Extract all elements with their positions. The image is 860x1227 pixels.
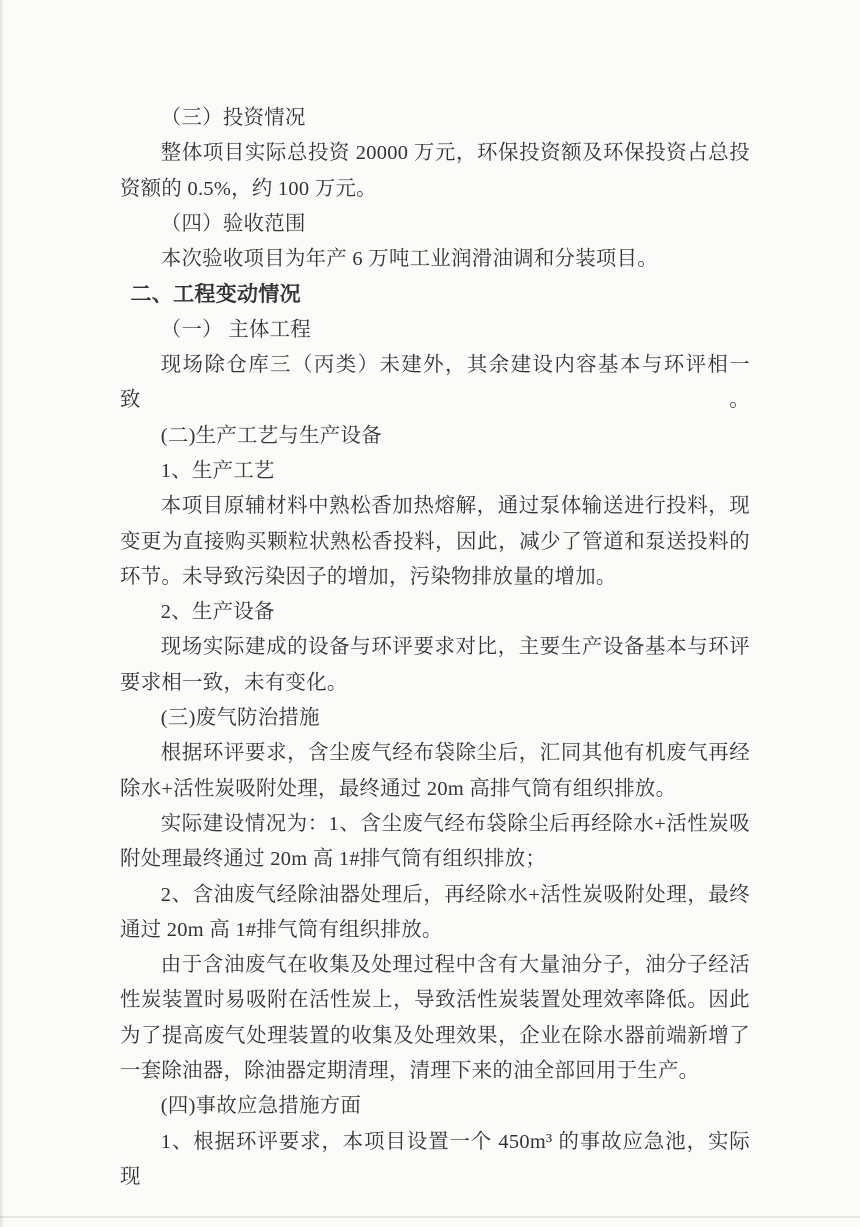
- scan-edge-left: [0, 0, 4, 1227]
- body-line: 性炭装置时易吸附在活性炭上，导致活性炭装置处理效率降低。因此: [120, 989, 750, 1012]
- body-line: 除水+活性炭吸附处理，最终通过 20m 高排气筒有组织排放。: [120, 777, 677, 800]
- subsection-heading: （三）投资情况: [160, 107, 306, 129]
- body-line: 1、根据环评要求，本项目设置一个 450m³ 的事故应急池，实际现: [120, 1130, 750, 1188]
- body-line: 本项目原辅材料中熟松香加热熔解，通过泵体输送进行投料，现: [160, 495, 750, 518]
- numbered-heading: 2、生产设备: [160, 601, 275, 624]
- body-line: 由于含油废气在收集及处理过程中含有大量油分子，油分子经活: [160, 954, 750, 977]
- scan-edge-bottom: [0, 1216, 860, 1218]
- section-heading: 二、工程变动情况: [130, 283, 301, 307]
- body-line: 整体项目实际总投资 20000 万元，环保投资额及环保投资占总投: [160, 142, 750, 165]
- body-line: 实际建设情况为：1、含尘废气经布袋除尘后再经除水+活性炭吸: [160, 812, 750, 835]
- body-line: 资额的 0.5%，约 100 万元。: [120, 177, 377, 200]
- page-text-block: [120, 101, 750, 1195]
- body-line: 本次验收项目为年产 6 万吨工业润滑油调和分装项目。: [160, 248, 658, 271]
- subsection-heading: (二)生产工艺与生产设备: [160, 424, 382, 447]
- subsection-heading: (四)事故应急措施方面: [160, 1095, 362, 1118]
- body-line: 通过 20m 高 1#排气筒有组织排放。: [120, 918, 443, 941]
- body-line: 现场除仓库三（丙类）未建外，其余建设内容基本与环评相一致。: [120, 354, 750, 412]
- body-line: 为了提高废气处理装置的收集及处理效果，企业在除水器前端新增了: [120, 1024, 750, 1047]
- body-line: 2、含油废气经除油器处理后，再经除水+活性炭吸附处理，最终: [160, 883, 750, 906]
- body-line: 现场实际建成的设备与环评要求对比，主要生产设备基本与环评: [160, 636, 750, 659]
- body-line: 一套除油器，除油器定期清理，清理下来的油全部回用于生产。: [120, 1060, 700, 1083]
- subsection-heading: (三)废气防治措施: [160, 707, 320, 730]
- body-line: 环节。未导致污染因子的增加，污染物排放量的增加。: [120, 565, 617, 588]
- body-line: 附处理最终通过 20m 高 1#排气筒有组织排放；: [120, 848, 547, 871]
- numbered-heading: 1、生产工艺: [160, 459, 275, 482]
- body-line: 变更为直接购买颗粒状熟松香投料，因此，减少了管道和泵送投料的: [120, 530, 750, 553]
- body-line: 根据环评要求，含尘废气经布袋除尘后，汇同其他有机废气再经: [160, 742, 750, 765]
- subsection-heading: （一） 主体工程: [160, 318, 312, 341]
- subsection-heading: （四）验收范围: [160, 212, 306, 235]
- body-line: 要求相一致，未有变化。: [120, 671, 348, 694]
